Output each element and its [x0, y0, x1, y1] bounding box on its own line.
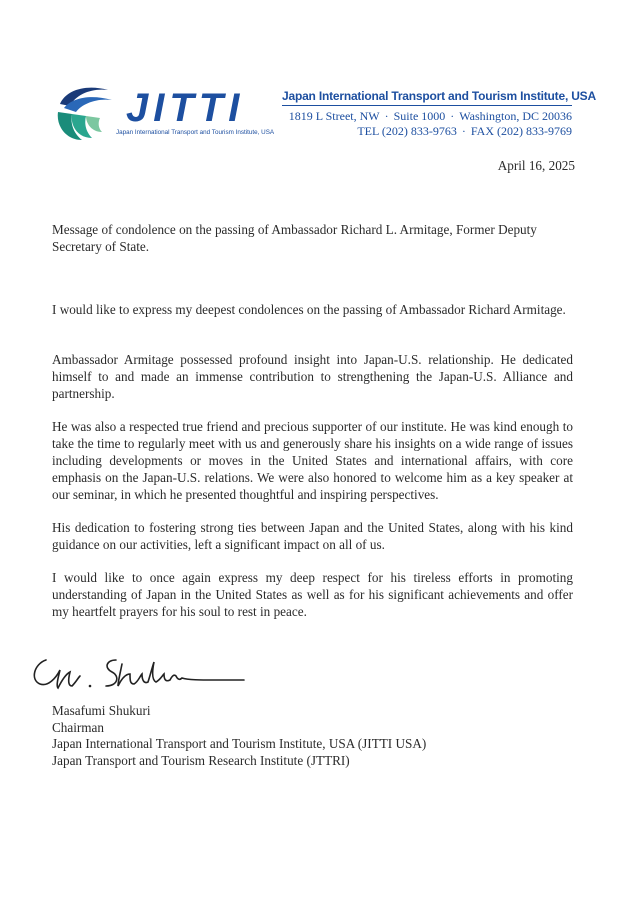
letter-subject: Message of condolence on the passing of Ambassador Richard L. Armitage, Former Deputy Secretary of State.	[52, 222, 537, 254]
letter-date: April 16, 2025	[497, 158, 575, 173]
organization-name: Japan International Transport and Tourism Institute, USA	[282, 89, 572, 106]
contact-line	[282, 124, 572, 139]
body-paragraph: He was also a respected true friend and precious supporter of our institute. He was kind enough to take the time to regularly meet with us and generously share his insights on a wide range of issues including developments or moves in the United States and international affairs, with core emphasis on the Japan-U.S. relations. We were also honored to welcome him as a key speaker at our seminar, in which he presented thoughtful and inspiring perspectives.	[52, 419, 573, 502]
logo-subtitle: Japan International Transport and Tourism Institute, USA	[116, 129, 275, 136]
separator-dot: ·	[450, 109, 455, 123]
separator-dot: ·	[461, 124, 466, 138]
jitti-logo-mark-icon	[52, 78, 122, 142]
signature-block	[52, 703, 426, 769]
handwritten-signature	[30, 646, 250, 698]
address-street: 1819 L Street, NW	[288, 109, 380, 123]
signatory-affiliation: Japan International Transport and Tourism Institute, USA (JITTI USA)	[52, 736, 427, 752]
signatory-affiliation: Japan Transport and Tourism Research Institute (JTTRI)	[52, 752, 350, 768]
telephone: TEL (202) 833-9763	[357, 124, 457, 138]
body-paragraph: I would like to once again express my deep respect for his tireless efforts in promoting understanding of Japan in the United States as well as for his significant achievements and offer my heartfelt prayers for his soul to rest in peace.	[52, 570, 573, 619]
body-paragraph: I would like to express my deepest condolences on the passing of Ambassador Richard Armitage.	[52, 302, 566, 317]
separator-dot: ·	[384, 109, 389, 123]
address-suite: Suite 1000	[393, 109, 446, 123]
signatory-name: Masafumi Shukuri	[52, 703, 151, 718]
address-city: Washington, DC 20036	[459, 109, 572, 123]
organization-address-block	[282, 89, 596, 139]
logo-wordmark: JITTI	[126, 86, 245, 130]
jitti-logo	[52, 78, 282, 144]
address-line	[282, 109, 572, 124]
fax: FAX (202) 833-9769	[470, 124, 572, 138]
letterhead	[0, 0, 635, 150]
body-paragraph: Ambassador Armitage possessed profound insight into Japan-U.S. relationship. He dedicated himself to and made an immense contribution to strengthening the Japan-U.S. Alliance and partnership.	[52, 352, 573, 401]
body-paragraph: His dedication to fostering strong ties between Japan and the United States, along with his kind guidance on our activities, left a significant impact on all of us.	[52, 520, 573, 552]
signatory-title: Chairman	[52, 719, 105, 735]
